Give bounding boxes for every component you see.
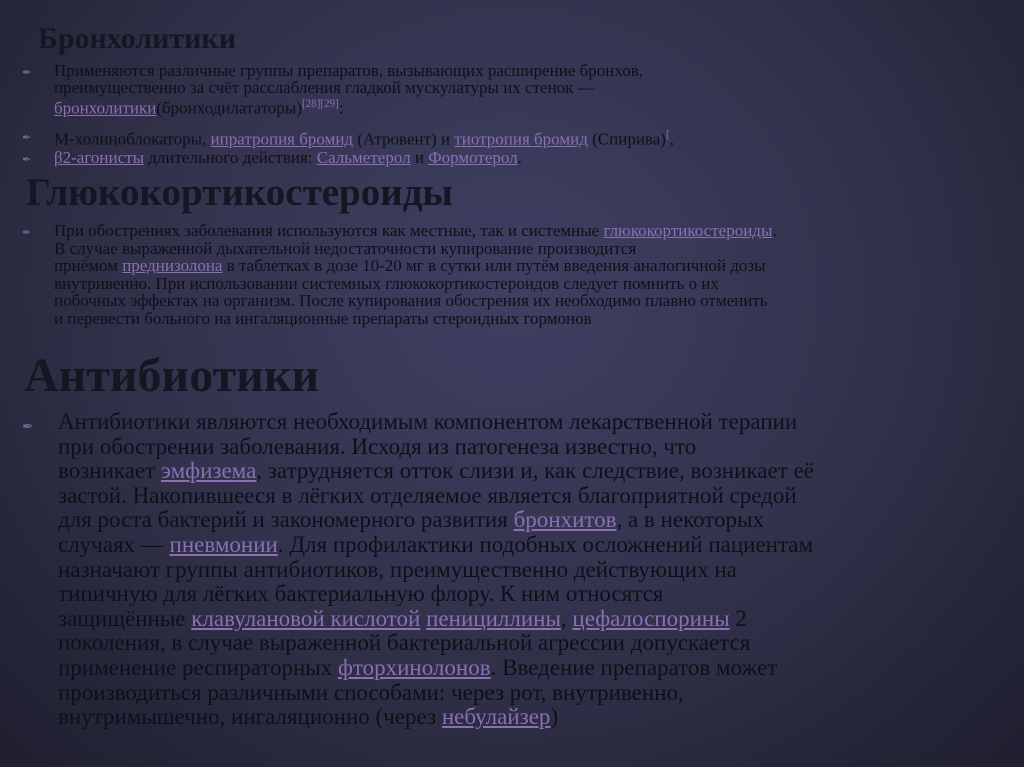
pen-nib-icon: ✒ xyxy=(22,131,32,144)
text-line xyxy=(54,257,1002,275)
text-span: и xyxy=(410,148,429,167)
text-line xyxy=(54,127,902,148)
text-line: преимущественно за счёт расслабления гладкой мускулатуры их стенок — xyxy=(54,78,595,97)
text-line: В случае выраженной дыхательной недостаточности купирование производится xyxy=(54,238,637,258)
text-span: в таблетках в дозе 10-20 мг в сутки или путём введения аналогичной дозы xyxy=(222,256,766,275)
text-span: защищённые xyxy=(58,605,192,631)
reference-link[interactable]: [ xyxy=(665,129,670,141)
text-span: , а в некоторых xyxy=(616,507,764,533)
text-line xyxy=(54,96,782,117)
text-line: побочных эффектах на организм. После купирования обострения их необходимо плавно отменить xyxy=(54,291,768,310)
text-span: для роста бактерий и закономерного развития xyxy=(58,507,514,533)
text-span: приёмом xyxy=(54,256,123,275)
text-line xyxy=(54,222,1002,240)
text-span: возникает xyxy=(58,458,161,484)
link-emphysema[interactable]: эмфизема xyxy=(160,458,257,484)
text-line: производиться различными способами: через рот, внутривенно, xyxy=(58,679,684,705)
link-clavulanic-acid[interactable]: клавулановой кислотой xyxy=(191,605,421,631)
link-bronchodilators[interactable]: бронхолитики xyxy=(54,98,157,118)
text-span: применение респираторных xyxy=(58,654,338,680)
bullet-glucocorticoids xyxy=(22,222,1002,327)
pen-nib-icon: ✒ xyxy=(22,153,32,166)
text-span: . xyxy=(772,221,777,240)
link-nebulizer[interactable]: небулайзер xyxy=(441,704,551,730)
link-formoterol[interactable]: Формотерол xyxy=(428,148,518,167)
text-span: , xyxy=(669,129,674,149)
pen-nib-icon: ✒ xyxy=(22,226,32,239)
link-tiotropium[interactable]: тиотропия бромид xyxy=(454,129,588,149)
text-line: назначают группы антибиотиков, преимущественно действующих на xyxy=(58,556,737,582)
bullet-bronchodilators-intro xyxy=(22,62,782,117)
link-prednisolone[interactable]: преднизолона xyxy=(122,256,223,275)
link-ipratropium[interactable]: ипратропия бромид xyxy=(210,129,354,149)
text-line xyxy=(58,656,1007,681)
heading-antibiotics: Антибиотики xyxy=(24,349,320,402)
link-glucocorticosteroids[interactable]: глюкокортикостероиды xyxy=(603,221,773,240)
text-span: . Введение препаратов может xyxy=(490,654,778,680)
text-span: При обострениях заболевания используются как местные, так и системные xyxy=(54,221,604,240)
link-bronchitis[interactable]: бронхитов xyxy=(513,507,617,533)
text-line: поколения, в случае выраженной бактериальной агрессии допускается xyxy=(58,630,751,656)
text-span: (Спирива) xyxy=(587,129,666,149)
pen-nib-icon: ✒ xyxy=(22,66,32,79)
text-line: типичную для лёгких бактериальную флору. К ним относятся xyxy=(58,581,664,607)
text-span: М-холиноблокаторы, xyxy=(54,129,211,149)
text-span: . Для профилактики подобных осложнений пациентам xyxy=(277,531,814,557)
text-line: и перевести больного на ингаляционные препараты стероидных гормонов xyxy=(54,308,592,328)
text-span: внутримышечно, ингаляционно (через xyxy=(58,704,442,730)
text-span: ) xyxy=(550,704,559,730)
link-fluoroquinolones[interactable]: фторхинолонов xyxy=(337,654,491,680)
reference-link[interactable]: [28][29] xyxy=(301,98,339,110)
text-line xyxy=(58,508,1007,533)
pen-nib-icon: ✒ xyxy=(22,419,34,435)
text-line: Антибиотики являются необходимым компонентом лекарственной терапии xyxy=(58,409,798,434)
text-line: застой. Накопившееся в лёгких отделяемое является благоприятной средой xyxy=(58,482,797,508)
bullet-antibiotics xyxy=(22,410,1007,730)
bullet-m-cholinoblockers xyxy=(22,127,902,148)
text-span: : xyxy=(338,98,344,118)
link-salmeterol[interactable]: Сальметерол xyxy=(316,148,411,167)
heading-glucocorticoids: Глюкокортикостероиды xyxy=(26,171,453,214)
link-pneumonia[interactable]: пневмонии xyxy=(169,531,278,557)
text-span: длительного действия: xyxy=(144,148,317,167)
link-penicillins[interactable]: пенициллины xyxy=(426,605,561,631)
text-line: Применяются различные группы препаратов, вызывающих расширение бронхов, xyxy=(54,61,644,80)
text-line xyxy=(58,533,1007,558)
text-line xyxy=(58,607,1007,632)
text-line xyxy=(54,149,902,166)
text-span: 2 xyxy=(729,605,747,631)
link-beta2-agonists[interactable]: β2-агонисты xyxy=(54,148,144,167)
text-span: , затрудняется отток слизи и, как следствие, возникает её xyxy=(256,458,814,484)
text-span: случаях — xyxy=(58,531,170,557)
link-cephalosporins[interactable]: цефалоспорины xyxy=(572,605,730,631)
text-line: при обострении заболевания. Исходя из патогенеза известно, что xyxy=(58,433,697,459)
bullet-beta2-agonists xyxy=(22,149,902,166)
text-span: (бронходилататоры) xyxy=(156,98,302,118)
heading-bronchodilators: Бронхолитики xyxy=(38,22,236,55)
text-span: (Атровент) и xyxy=(353,129,455,149)
text-line xyxy=(58,705,1007,730)
text-line xyxy=(58,459,1007,484)
text-line: внутривенно. При использовании системных глюкокортикостероидов следует помнить о их xyxy=(54,273,719,293)
text-span: , xyxy=(560,605,573,631)
text-span: . xyxy=(517,148,522,167)
